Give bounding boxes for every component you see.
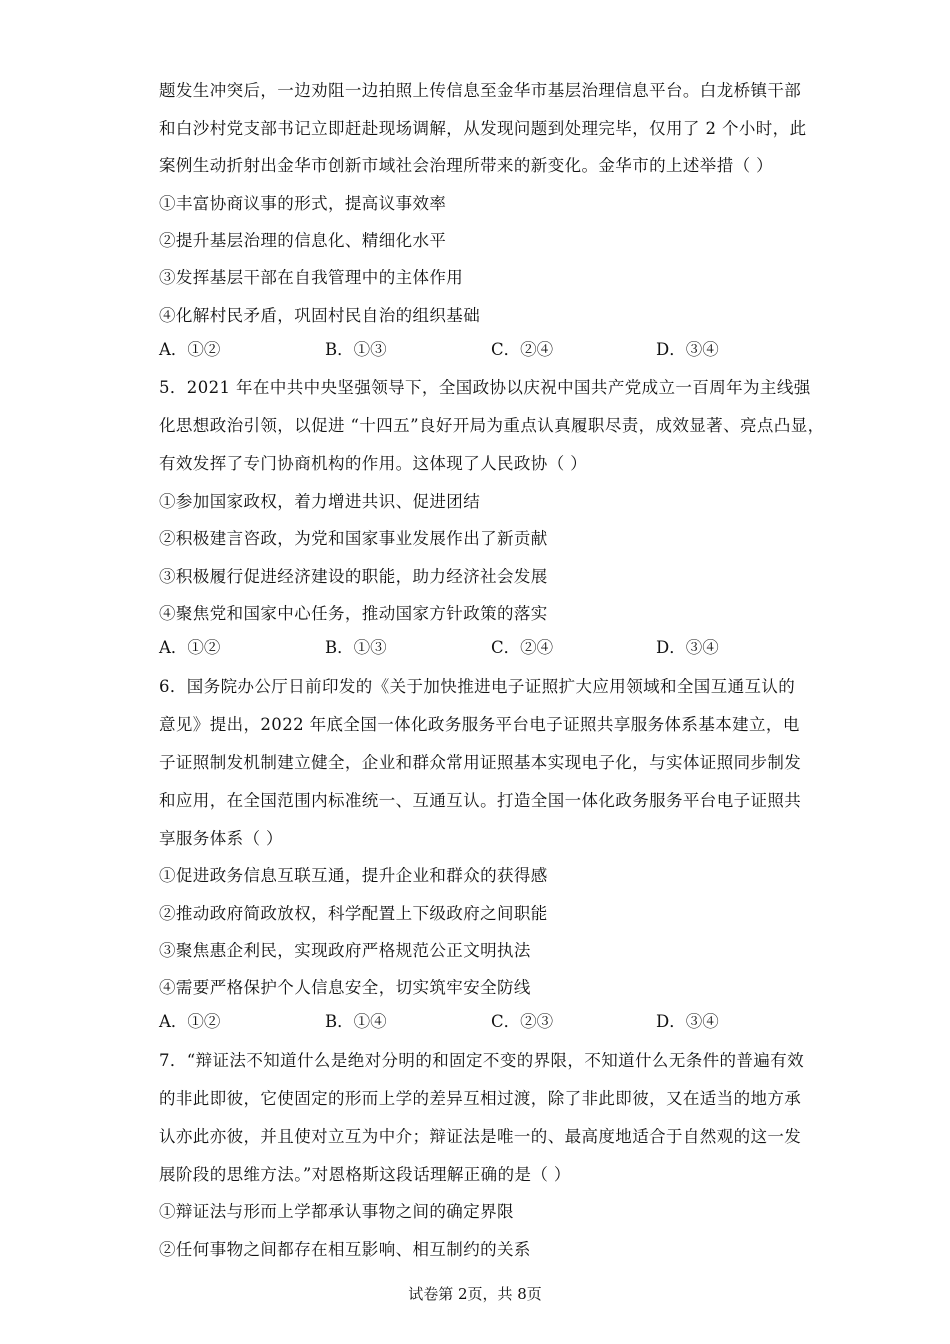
q5-stem-line-1: 5．2021 年在中共中央坚强领导下，全国政协以庆祝中国共产党成立一百周年为主线强 — [159, 378, 811, 397]
page-footer: 试卷第 2页，共 8页 — [408, 1285, 542, 1303]
q6-option-c: C．②③ — [491, 1012, 554, 1031]
q5-option-b: B．①③ — [325, 638, 387, 657]
q4-stem-line-2: 和白沙村党支部书记立即赶赴现场调解，从发现问题到处理完毕，仅用了 2 个小时，此 — [159, 119, 807, 138]
q6-stem-line-4: 和应用，在全国范围内标准统一、互通互认。打造全国一体化政务服务平台电子证照共 — [159, 791, 802, 810]
q6-stem-line-2: 意见》提出，2022 年底全国一体化政务服务平台电子证照共享服务体系基本建立，电 — [159, 715, 800, 734]
q4-stem-line-3: 案例生动折射出金华市创新市域社会治理所带来的新变化。金华市的上述举措（ ） — [159, 156, 774, 175]
q7-item-1: ①辩证法与形而上学都承认事物之间的确定界限 — [159, 1202, 514, 1221]
q4-option-a: A．①② — [159, 340, 221, 359]
q6-option-d: D．③④ — [656, 1012, 719, 1031]
q5-option-a: A．①② — [159, 638, 221, 657]
q5-stem-line-3: 有效发挥了专门协商机构的作用。这体现了人民政协（ ） — [159, 454, 588, 473]
q6-stem-line-5: 享服务体系（ ） — [159, 829, 283, 848]
q4-option-b: B．①③ — [325, 340, 387, 359]
q5-item-1: ①参加国家政权，着力增进共识、促进团结 — [159, 492, 481, 511]
q7-stem-line-3: 认亦此亦彼，并且使对立互为中介；辩证法是唯一的、最高度地适合于自然观的这一发 — [159, 1127, 802, 1146]
q4-item-3: ③发挥基层干部在自我管理中的主体作用 — [159, 268, 464, 287]
q6-item-1: ①促进政务信息互联互通，提升企业和群众的获得感 — [159, 866, 548, 885]
q5-options — [159, 638, 779, 658]
q6-option-b: B．①④ — [325, 1012, 387, 1031]
q4-options — [159, 340, 779, 360]
q6-option-a: A．①② — [159, 1012, 221, 1031]
q4-item-4: ④化解村民矛盾，巩固村民自治的组织基础 — [159, 306, 481, 325]
q4-option-c: C．②④ — [491, 340, 554, 359]
q5-stem-line-2: 化思想政治引领，以促进 “十四五”良好开局为重点认真履职尽责，成效显著、亮点凸显， — [159, 416, 825, 435]
q5-option-d: D．③④ — [656, 638, 719, 657]
q5-item-3: ③积极履行促进经济建设的职能，助力经济社会发展 — [159, 567, 548, 586]
q5-item-2: ②积极建言咨政，为党和国家事业发展作出了新贡献 — [159, 529, 548, 548]
q6-item-3: ③聚焦惠企利民，实现政府严格规范公正文明执法 — [159, 941, 531, 960]
q6-stem-line-3: 子证照制发机制建立健全，企业和群众常用证照基本实现电子化，与实体证照同步制发 — [159, 753, 802, 772]
q4-option-d: D．③④ — [656, 340, 719, 359]
q5-option-c: C．②④ — [491, 638, 554, 657]
q6-item-2: ②推动政府简政放权，科学配置上下级政府之间职能 — [159, 904, 548, 923]
q7-item-2: ②任何事物之间都存在相互影响、相互制约的关系 — [159, 1240, 531, 1259]
q7-stem-line-2: 的非此即彼，它使固定的形而上学的差异互相过渡，除了非此即彼，又在适当的地方承 — [159, 1089, 802, 1108]
q6-item-4: ④需要严格保护个人信息安全，切实筑牢安全防线 — [159, 978, 531, 997]
q7-stem-line-4: 展阶段的思维方法。”对恩格斯这段话理解正确的是（ ） — [159, 1165, 571, 1184]
q6-stem-line-1: 6．国务院办公厅日前印发的《关于加快推进电子证照扩大应用领域和全国互通互认的 — [159, 677, 796, 696]
q6-options — [159, 1012, 779, 1032]
q7-stem-line-1: 7．“辩证法不知道什么是绝对分明的和固定不变的界限，不知道什么无条件的普遍有效 — [159, 1051, 805, 1070]
q5-item-4: ④聚焦党和国家中心任务，推动国家方针政策的落实 — [159, 604, 548, 623]
q4-stem-line-1: 题发生冲突后，一边劝阻一边拍照上传信息至金华市基层治理信息平台。白龙桥镇干部 — [159, 81, 802, 100]
q4-item-1: ①丰富协商议事的形式，提高议事效率 — [159, 194, 447, 213]
q4-item-2: ②提升基层治理的信息化、精细化水平 — [159, 231, 447, 250]
